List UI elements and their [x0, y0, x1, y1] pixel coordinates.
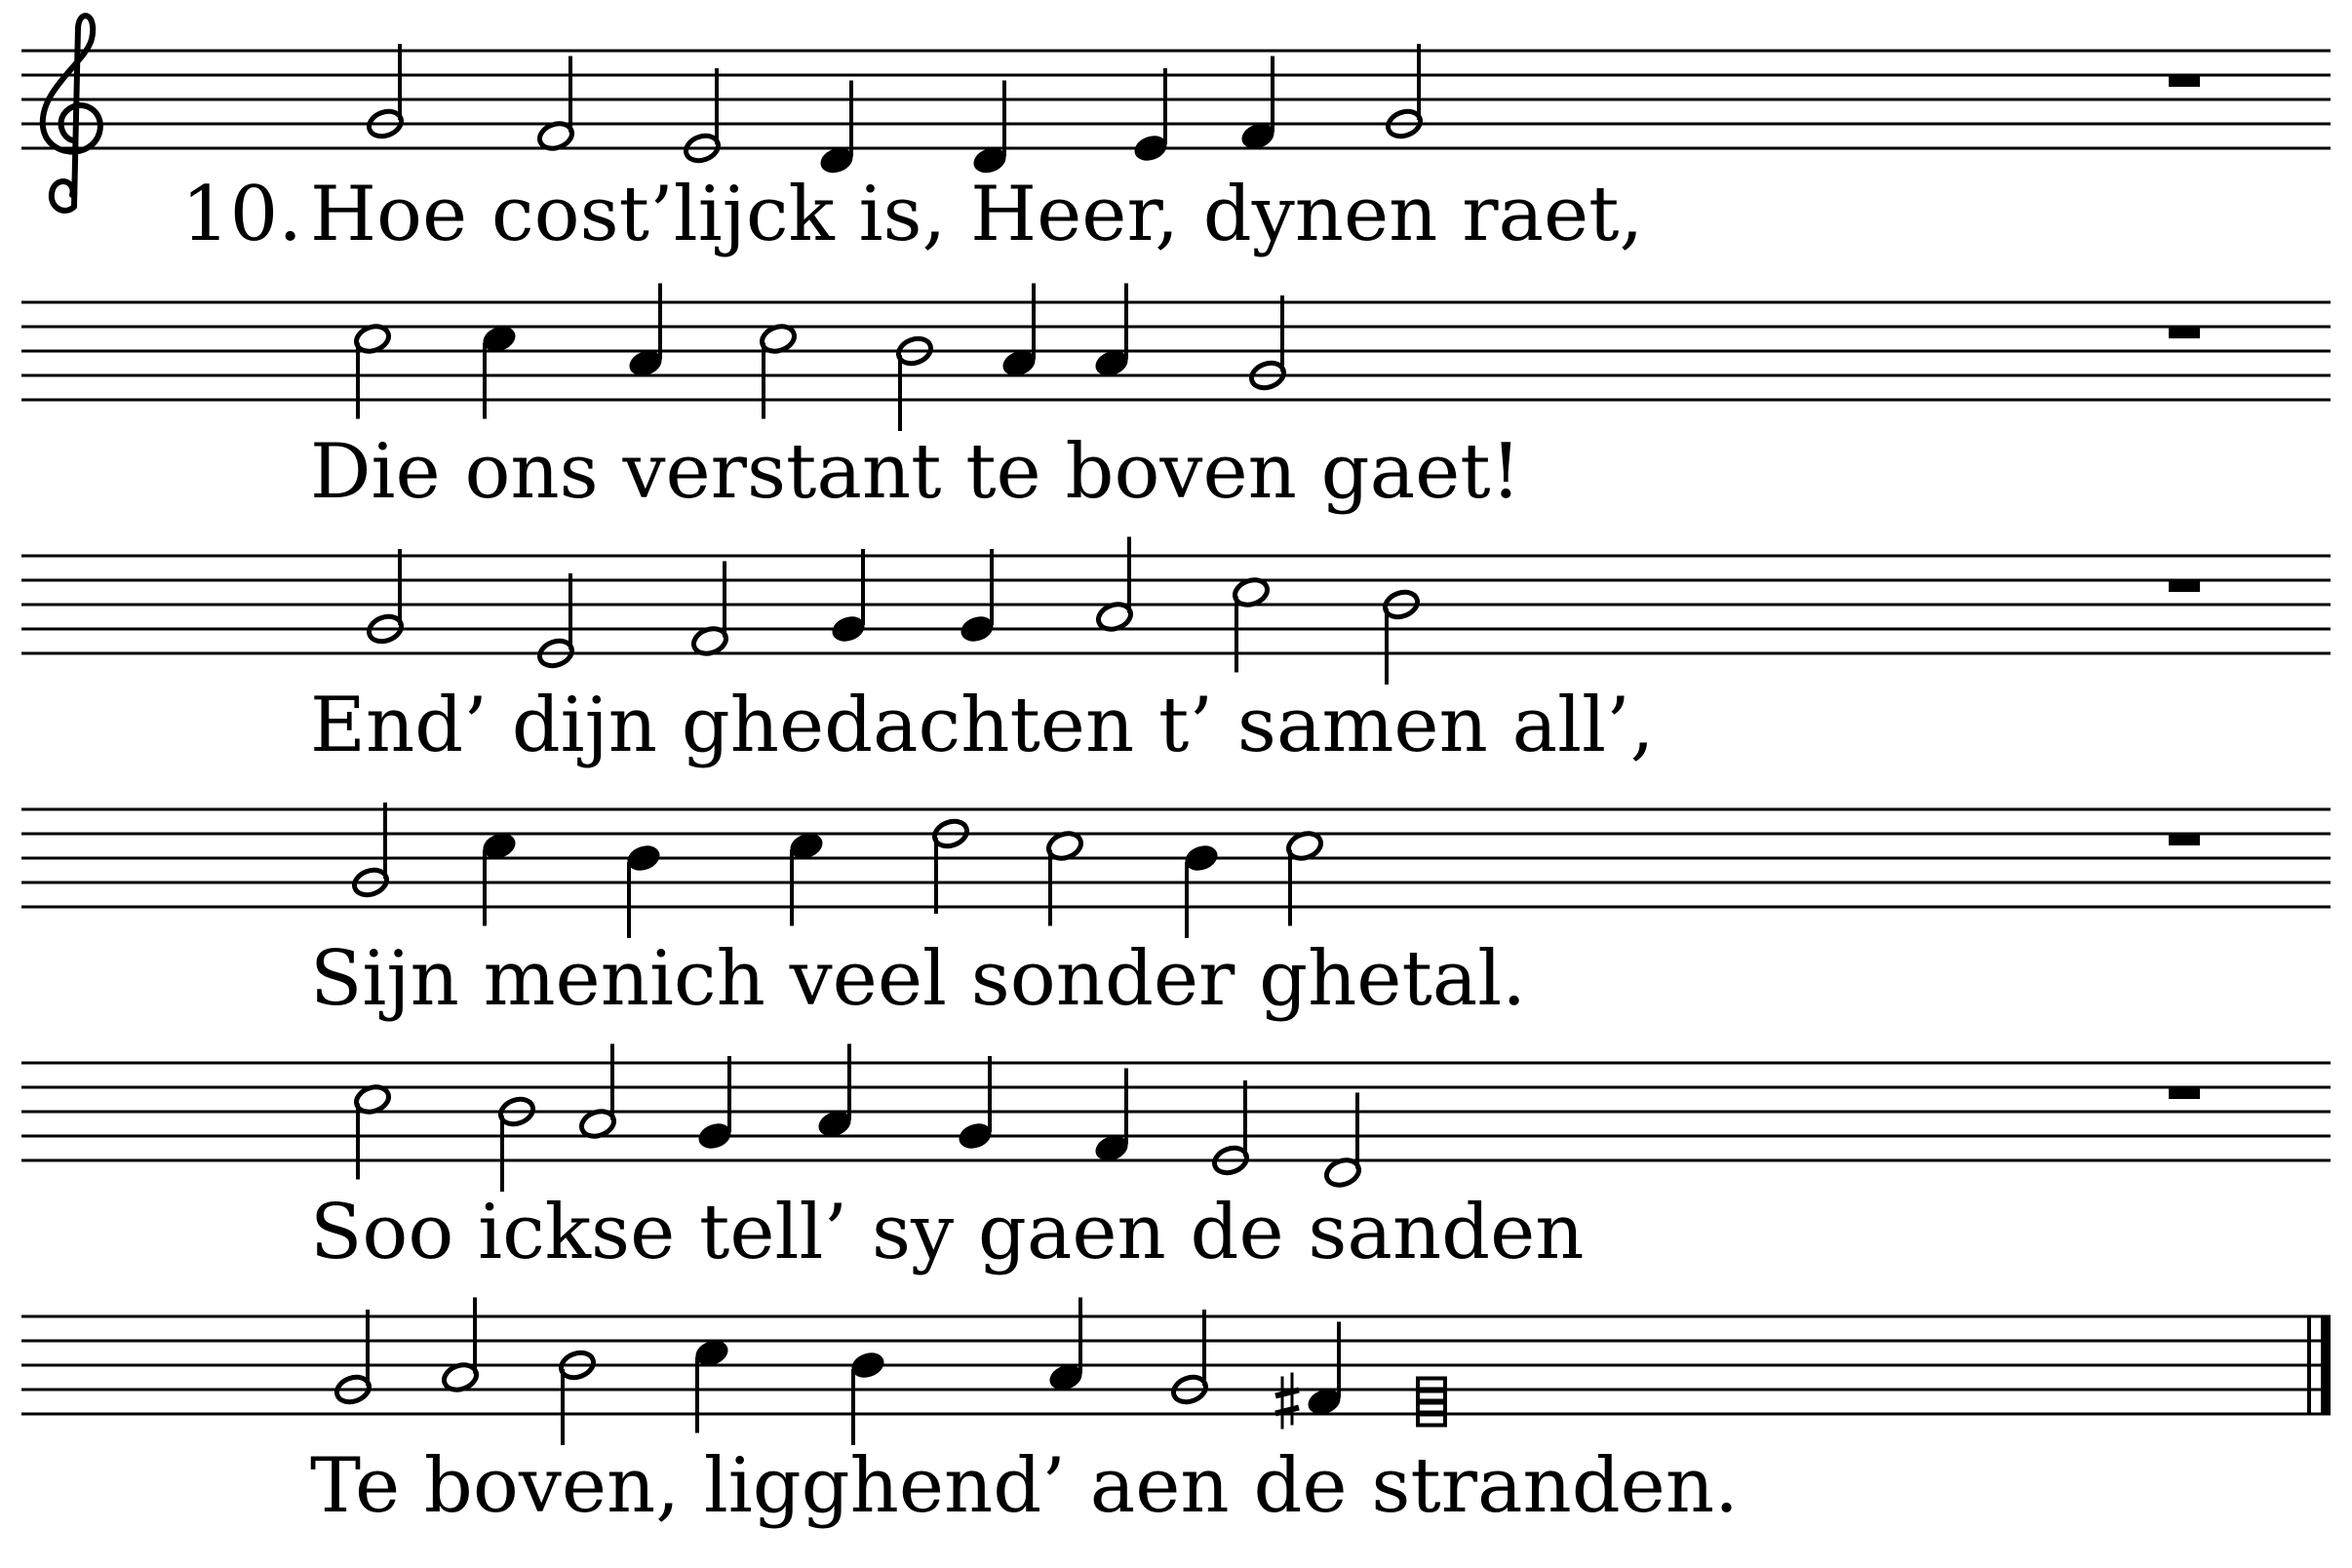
note — [1092, 284, 1131, 380]
note — [1092, 1069, 1131, 1165]
note — [1131, 68, 1170, 165]
staff-system — [21, 803, 2331, 1023]
staff-system — [21, 1044, 2331, 1277]
lyric-line: Sijn menich veel sonder ghetal. — [310, 935, 1527, 1023]
note — [759, 322, 798, 418]
note — [351, 803, 390, 899]
note — [690, 562, 729, 658]
note — [480, 829, 519, 925]
lyric-line: Hoe cost’lijck is, Heer, dynen raet, — [310, 171, 1644, 258]
half-rest — [2169, 1087, 2200, 1099]
note — [1382, 588, 1421, 685]
note — [958, 549, 997, 646]
note — [366, 549, 405, 646]
note — [1046, 1298, 1085, 1394]
treble-clef — [43, 16, 100, 211]
note — [815, 1044, 854, 1141]
note — [787, 829, 826, 925]
lyric-line: Die ons verstant te boven gaet! — [310, 428, 1521, 516]
note — [1000, 284, 1039, 380]
staff-lines — [21, 556, 2331, 653]
note — [692, 1336, 731, 1432]
note — [1418, 1379, 1445, 1426]
note — [1248, 295, 1287, 392]
note — [1182, 842, 1221, 938]
note — [1211, 1080, 1250, 1177]
note — [1385, 44, 1424, 140]
sharp-sign — [1275, 1373, 1299, 1430]
note — [558, 1349, 597, 1445]
note — [970, 81, 1009, 177]
half-rest — [2169, 834, 2200, 845]
note — [829, 549, 868, 646]
note — [624, 842, 663, 938]
staff-lines — [21, 51, 2331, 148]
staff-system — [21, 537, 2331, 770]
note — [1285, 829, 1324, 925]
note — [626, 284, 665, 380]
lyric-line: Soo ickse tell’ sy gaen de sanden — [310, 1189, 1585, 1276]
staff-system — [21, 1298, 2331, 1531]
half-rest — [2169, 580, 2200, 592]
note — [333, 1310, 372, 1406]
note — [695, 1056, 734, 1153]
note — [956, 1056, 995, 1153]
note — [1232, 575, 1271, 672]
staff-system — [21, 16, 2331, 258]
note — [817, 81, 856, 177]
note — [683, 68, 722, 165]
note — [895, 334, 934, 431]
note — [536, 57, 575, 153]
verse-number: 10. — [181, 171, 303, 258]
note — [1238, 57, 1277, 153]
note — [480, 322, 519, 418]
note — [931, 817, 970, 914]
note — [848, 1349, 887, 1445]
note — [1170, 1310, 1209, 1406]
lyric-line: End’ dijn ghedachten t’ samen all’, — [310, 682, 1655, 769]
staff-lines — [21, 809, 2331, 907]
note — [536, 573, 575, 670]
final-barline — [2321, 1316, 2331, 1414]
note — [578, 1044, 617, 1141]
note — [1045, 829, 1084, 925]
staff-system — [21, 284, 2331, 517]
clef-path — [43, 16, 100, 211]
lyric-line: Te boven, ligghend’ aen de stranden. — [310, 1442, 1739, 1530]
note — [1323, 1093, 1362, 1190]
note — [441, 1298, 480, 1394]
note — [366, 44, 405, 140]
half-rest — [2169, 75, 2200, 87]
note — [1095, 537, 1134, 634]
note — [497, 1095, 536, 1192]
note — [353, 1082, 392, 1179]
note — [353, 322, 392, 418]
half-rest — [2169, 327, 2200, 338]
